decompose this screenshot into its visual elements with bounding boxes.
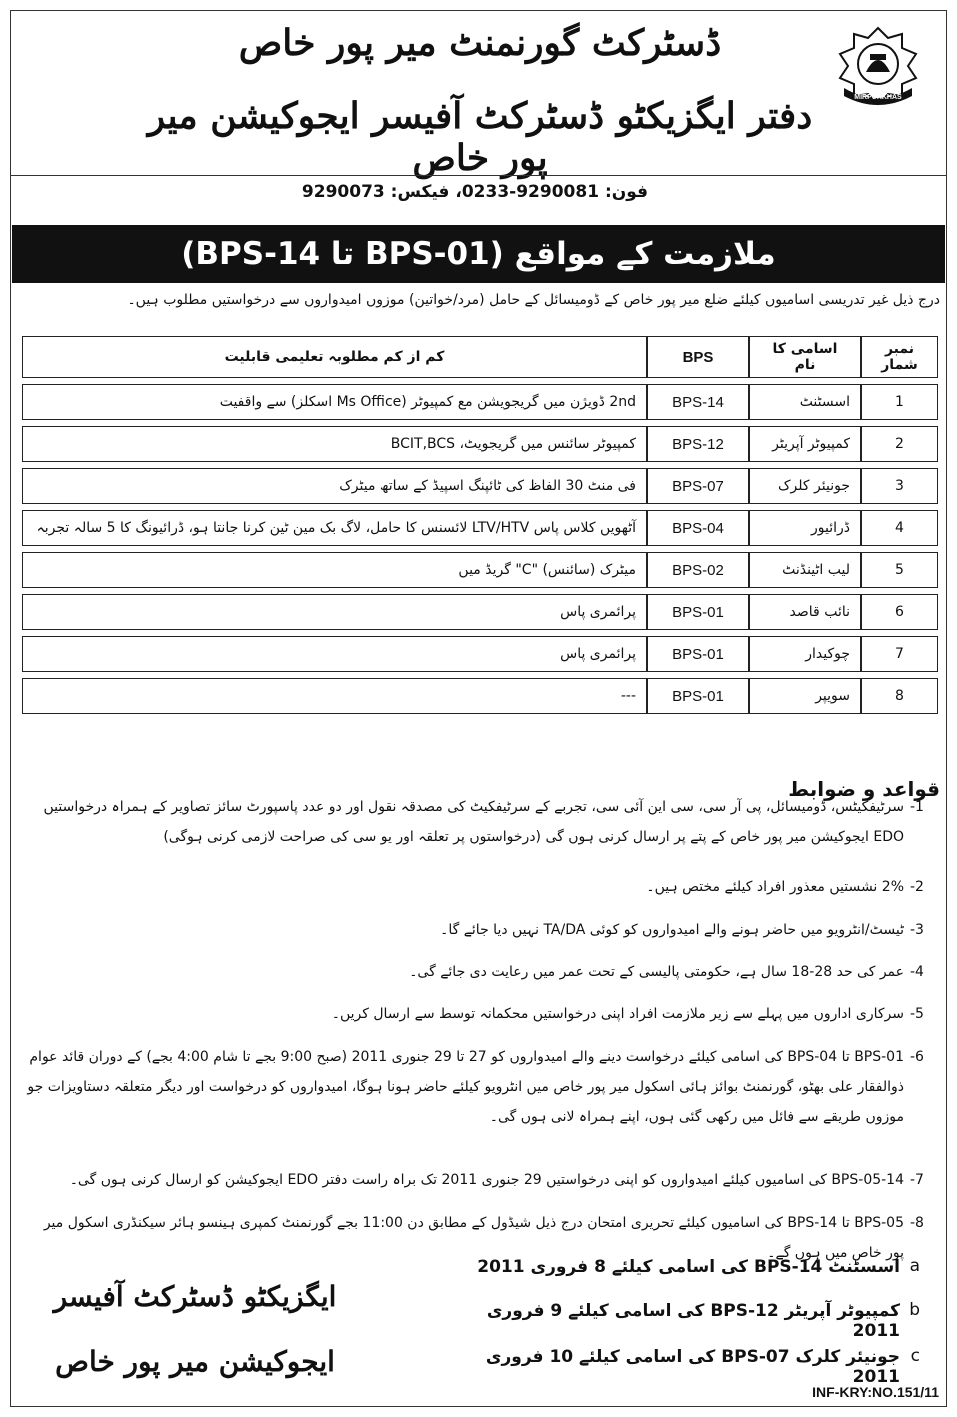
rule-text: عمر کی حد 28-18 سال ہے، حکومتی پالیسی کے تحت عمر میں رعایت دی جائے گی۔	[409, 964, 904, 980]
qualification: ---	[22, 678, 647, 714]
table-row	[22, 468, 938, 504]
rule-number: -5	[910, 1006, 924, 1022]
bps-scale: BPS-01	[647, 678, 749, 714]
rule-text: BPS-05-14 کی اسامیوں کیلئے امیدواروں کو اپنی درخواستیں 29 جنوری 2011 تک براہ راست دفتر EDO ایجوکیشن کو ارسال کرنی ہوں گی۔	[69, 1172, 904, 1188]
bps-scale: BPS-01	[647, 636, 749, 672]
rule-item	[25, 915, 940, 945]
post-name: جونیئر کلرک	[749, 468, 861, 504]
post-name: کمپیوٹر آپریٹر	[749, 426, 861, 462]
rule-number: -2	[910, 879, 924, 895]
table-row	[22, 384, 938, 420]
row-number: 7	[861, 636, 938, 672]
post-name: لیب اٹینڈنٹ	[749, 552, 861, 588]
signatory-title: ایگزیکٹو ڈسٹرکٹ آفیسر	[53, 1280, 337, 1313]
row-number: 5	[861, 552, 938, 588]
office-title: دفتر ایگزیکٹو ڈسٹرکٹ آفیسر ایجوکیشن میر پور خاص	[147, 95, 813, 179]
row-number: 4	[861, 510, 938, 546]
reference-number: INF-KRY:NO.151/11	[812, 1384, 939, 1400]
schedule-text: جونیئر کلرک BPS-07 کی اسامی کیلئے 10 فروری 2011	[485, 1347, 900, 1387]
rule-text: 2% نشستیں معذور افراد کیلئے مختص ہیں۔	[646, 879, 904, 895]
rule-text: BPS-01 تا BPS-04 کی اسامی کیلئے درخواست دینے والے امیدواروں کو 27 تا 29 جنوری 2011 (صبح 9:00 بجے تا شام 4:00 بجے) کے دوران قائد عوام ذوالفقار علی بھٹو، گورنمنٹ بوائز ہائی اسکول میر پور خاص میں انٹرویو کیلئے حاضر ہونا ہوگا، امیدواروں کو درخواست اور دیگر متعلقہ دستاویزات جو موزوں طریقے سے فائل میں رکھی گئی ہوں، اپنے ہمراہ لانی ہوں گی۔	[27, 1049, 904, 1125]
rules-heading: قواعد و ضوابط	[788, 777, 940, 801]
row-number: 8	[861, 678, 938, 714]
rule-item	[25, 872, 940, 902]
table-row	[22, 426, 938, 462]
district-emblem-icon	[830, 24, 926, 108]
qualification: 2nd ڈویژن میں گریجویشن مع کمپیوٹر (Ms Office اسکلز) سے واقفیت	[22, 384, 647, 420]
qualification: میٹرک (سائنس) "C" گریڈ میں	[22, 552, 647, 588]
rule-text: BPS-05 تا BPS-14 کی اسامیوں کیلئے تحریری امتحان درج ذیل شیڈول کے مطابق دن 11:00 بجے گورنمنٹ کمپری ہینسو ہائر سیکنڈری اسکول میر پور خاص میں ہوں گے۔	[43, 1215, 904, 1261]
qualification: پرائمری پاس	[22, 594, 647, 630]
row-number: 6	[861, 594, 938, 630]
rule-number: -3	[910, 922, 924, 938]
schedule-text: اسسٹنٹ BPS-14 کی اسامی کیلئے 8 فروری 2011	[477, 1257, 900, 1277]
rule-number: -8	[910, 1215, 924, 1231]
qualification: کمپیوٹر سائنس میں گریجویٹ، BCIT,BCS	[22, 426, 647, 462]
table-row	[22, 510, 938, 546]
rule-item	[25, 1165, 940, 1195]
bps-scale: BPS-07	[647, 468, 749, 504]
department-title: ڈسٹرکٹ گورنمنٹ میر پور خاص	[238, 22, 722, 64]
schedule-text: کمپیوٹر آپریٹر BPS-12 کی اسامی کیلئے 9 فروری 2011	[486, 1301, 900, 1341]
contact-numbers: فون: 9290081-0233، فیکس: 9290073	[301, 182, 649, 202]
table-row	[22, 594, 938, 630]
column-header-qualification: کم از کم مطلوبہ تعلیمی قابلیت	[22, 336, 647, 378]
post-name: اسسٹنٹ	[749, 384, 861, 420]
intro-text: درج ذیل غیر تدریسی اسامیوں کیلئے ضلع میر پور خاص کے ڈومیسائل کے حامل (مرد/خواتین) موزوں امیدواروں سے درخواستیں مطلوب ہیں۔	[127, 292, 940, 308]
column-header-bps: BPS	[647, 336, 749, 378]
bps-scale: BPS-14	[647, 384, 749, 420]
row-number: 3	[861, 468, 938, 504]
schedule-letter: c	[910, 1346, 920, 1366]
qualification: آٹھویں کلاس پاس LTV/HTV لائسنس کا حامل، لاگ بک مین ٹین کرنا جانتا ہو، ڈرائیونگ کا 5 سالہ تجربہ	[22, 510, 647, 546]
job-opportunities-banner: ملازمت کے مواقع (BPS-01 تا BPS-14)	[12, 225, 945, 283]
schedule-letter: b	[909, 1300, 920, 1320]
post-name: نائب قاصد	[749, 594, 861, 630]
exam-schedule-item	[470, 1300, 920, 1341]
vacancies-table	[22, 330, 938, 720]
rule-text: سرکاری اداروں میں پہلے سے زیر ملازمت افراد اپنی درخواستیں محکمانہ توسط سے ارسال کریں۔	[331, 1006, 904, 1022]
rule-item	[25, 957, 940, 987]
rule-number: -7	[910, 1172, 924, 1188]
rule-item	[25, 1042, 940, 1132]
exam-schedule-item	[470, 1346, 920, 1387]
svg-text:MIRPURKHAS: MIRPURKHAS	[854, 94, 902, 101]
table-row	[22, 678, 938, 714]
table-row	[22, 636, 938, 672]
column-header-number: نمبر شمار	[861, 336, 938, 378]
rule-text: سرٹیفکیٹس، ڈومیسائل، پی آر سی، سی این آئی سی، تجربے کے سرٹیفکیٹ کی مصدقہ نقول اور دو عدد پاسپورٹ سائز تصاویر کے ہمراہ درخواستیں EDO ایجوکیشن میر پور خاص کے پتے پر ارسال کرنی ہوں گی (درخواستوں پر تعلقہ اور یو سی کی صراحت لازمی کرنی ہوگی)	[43, 799, 904, 845]
rule-item	[25, 792, 940, 852]
exam-schedule-item	[470, 1256, 920, 1277]
column-header-post: اسامی کا نام	[749, 336, 861, 378]
schedule-letter: a	[909, 1256, 920, 1276]
post-name: سویپر	[749, 678, 861, 714]
header-divider	[10, 175, 947, 176]
post-name: چوکیدار	[749, 636, 861, 672]
rule-item	[25, 999, 940, 1029]
table-row	[22, 552, 938, 588]
signatory-office: ایجوکیشن میر پور خاص	[55, 1345, 335, 1378]
rule-number: -1	[910, 799, 924, 815]
rule-text: ٹیسٹ/انٹرویو میں حاضر ہونے والے امیدواروں کو کوئی TA/DA نہیں دیا جائے گا۔	[440, 922, 904, 938]
rule-number: -4	[910, 964, 924, 980]
qualification: پرائمری پاس	[22, 636, 647, 672]
bps-scale: BPS-04	[647, 510, 749, 546]
rule-number: -6	[910, 1049, 924, 1065]
row-number: 1	[861, 384, 938, 420]
row-number: 2	[861, 426, 938, 462]
table-header-row	[22, 336, 938, 378]
qualification: فی منٹ 30 الفاظ کی ٹائپنگ اسپیڈ کے ساتھ میٹرک	[22, 468, 647, 504]
post-name: ڈرائیور	[749, 510, 861, 546]
bps-scale: BPS-12	[647, 426, 749, 462]
bps-scale: BPS-01	[647, 594, 749, 630]
bps-scale: BPS-02	[647, 552, 749, 588]
